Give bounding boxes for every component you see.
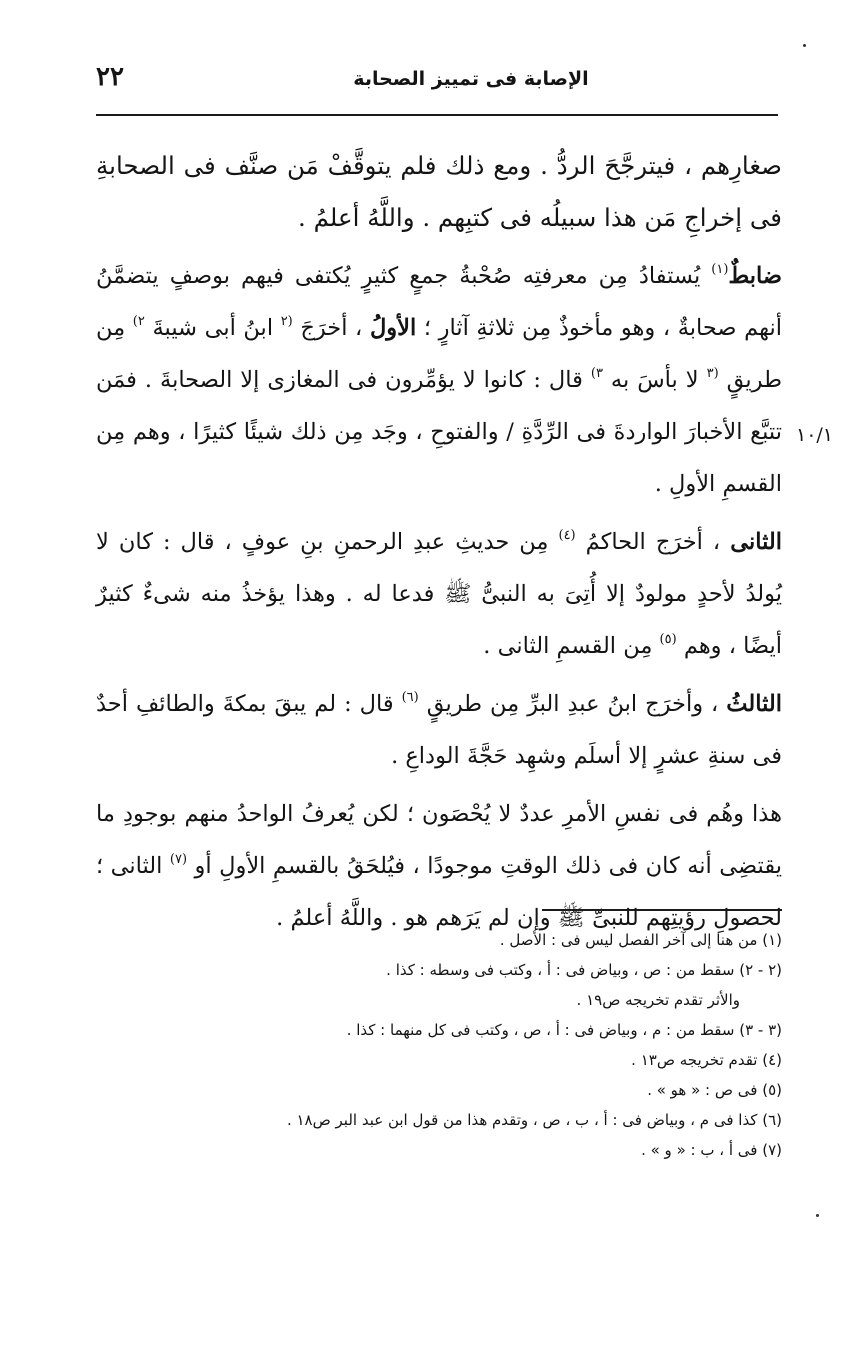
bold-term: الثانى	[730, 529, 782, 555]
footnote-marker: ٢)	[132, 314, 145, 329]
text-run: ، وأخرَج ابنُ عبدِ البرِّ مِن طريقٍ	[418, 691, 727, 717]
text-run: لا بأسَ به	[602, 367, 707, 393]
footnote-marker: (٤)	[558, 528, 576, 543]
text-run: قال : لم يبقَ بمكةَ والطائفِ أحدٌ فى سنةِ عشرٍ إلا أسلَم وشهِد حَجَّةَ الوداعِ .	[96, 691, 782, 769]
footnote-marker: (٦)	[401, 690, 419, 705]
footnote-marker: (٣	[706, 366, 719, 381]
text-run: يُستفادُ مِن معرفتِه صُحْبةُ جمعٍ كثيرٍ يُكتفى فيهم بوصفٍ يتضمَّنُ أنهم صحابةٌ ، وهو مأخوذٌ مِن ثلاثةِ آثارٍ ؛	[96, 263, 782, 341]
bold-term: ضابطٌ	[728, 263, 782, 289]
paragraph: صغارِهم ، فيترجَّحَ الردُّ . ومع ذلك فلم يتوقَّفْ مَن صنَّف فى الصحابةِ فى إخراجِ مَن هذا سبيلُه فى كتبِهم . واللَّهُ أعلمُ .	[96, 151, 782, 232]
main-text	[96, 140, 782, 950]
text-run: هذا وهُم فى نفسِ الأمرِ عددٌ لا يُحْصَون ؛ لكن يُعرفُ الواحدُ منهم بوجودِ ما يقتضِى أنه كان فى ذلك الوقتِ موجودًا ، فيُلحَقُ بالقسمِ الأولِ أو	[96, 801, 782, 879]
scan-speck	[803, 44, 806, 47]
footnote: (١) من هنا إلى آخر الفصل ليس فى : الأصل .	[499, 931, 782, 949]
text-run: الثانى ؛ لحصولِ رؤيتِهم للنبىِّ ﷺ وإن لم يَرَهم هو . واللَّهُ أعلمُ .	[96, 853, 782, 931]
footnote: (٦) كذا فى م ، وبياض فى : أ ، ب ، ص ، وتقدم هذا من قول ابن عبد البر ص١٨ .	[286, 1111, 782, 1129]
footnote-marker: (٧)	[169, 852, 188, 867]
footnotes	[100, 925, 782, 1165]
paragraph	[96, 250, 782, 510]
paragraph	[96, 678, 782, 782]
paragraph	[96, 788, 782, 944]
footnote-marker: ٣)	[590, 366, 603, 381]
footnote: (٤) تقدم تخريجه ص١٣ .	[631, 1051, 782, 1069]
footnote: والأثر تقدم تخريجه ص١٩ .	[576, 991, 740, 1009]
text-run: مِن حديثِ عبدِ الرحمنِ بنِ عوفٍ ، قال : كان لا يُولدُ لأحدٍ مولودٌ إلا أُتِىَ به النبىُّ ﷺ فدعا له . وهذا يؤخذُ منه شىءٌ كثيرٌ أيضًا ، وهم	[96, 529, 782, 659]
paragraph	[96, 516, 782, 672]
bold-term: الأولُ	[369, 315, 417, 341]
scan-speck	[816, 1214, 819, 1217]
footnote-marker: (٥)	[659, 632, 677, 647]
text-run: مِن طريقٍ	[96, 315, 782, 393]
text-run: ، أخرَجَ	[292, 315, 370, 341]
text-run: ابنُ أبى شيبةَ	[144, 315, 281, 341]
footnote-marker: (٢	[280, 314, 293, 329]
footnote: (٢ - ٢) سقط من : ص ، وبياض فى : أ ، وكتب فى وسطه : كذا .	[386, 961, 782, 979]
text-run: قال : كانوا لا يؤمِّرون فى المغازى إلا الصحابةَ . فمَن تتبَّع الأخبارَ الواردةَ فى الرِّدَّةِ / والفتوحِ ، وجَد مِن ذلك شيئًا كثيرًا ، وهم مِن القسمِ الأولِ .	[96, 367, 782, 497]
footnote: (٣ - ٣) سقط من : م ، وبياض فى : أ ، ص ، وكتب فى كل منهما : كذا .	[346, 1021, 782, 1039]
page-number: ٢٢	[96, 62, 124, 92]
footnote: (٥) فى ص : « هو » .	[647, 1081, 782, 1099]
margin-reference: ١٠/١	[796, 424, 834, 446]
text-run: ، أخرَج الحاكمُ	[575, 529, 731, 555]
text-run: مِن القسمِ الثانى .	[483, 633, 660, 659]
bold-term: الثالثُ	[726, 691, 782, 717]
running-title: الإصابة فى تمييز الصحابة	[353, 68, 589, 90]
page-header	[96, 58, 778, 116]
footnote-marker: (١)	[711, 262, 729, 277]
footnote: (٧) فى أ ، ب : « و » .	[641, 1141, 782, 1159]
footnote-divider	[542, 909, 782, 911]
